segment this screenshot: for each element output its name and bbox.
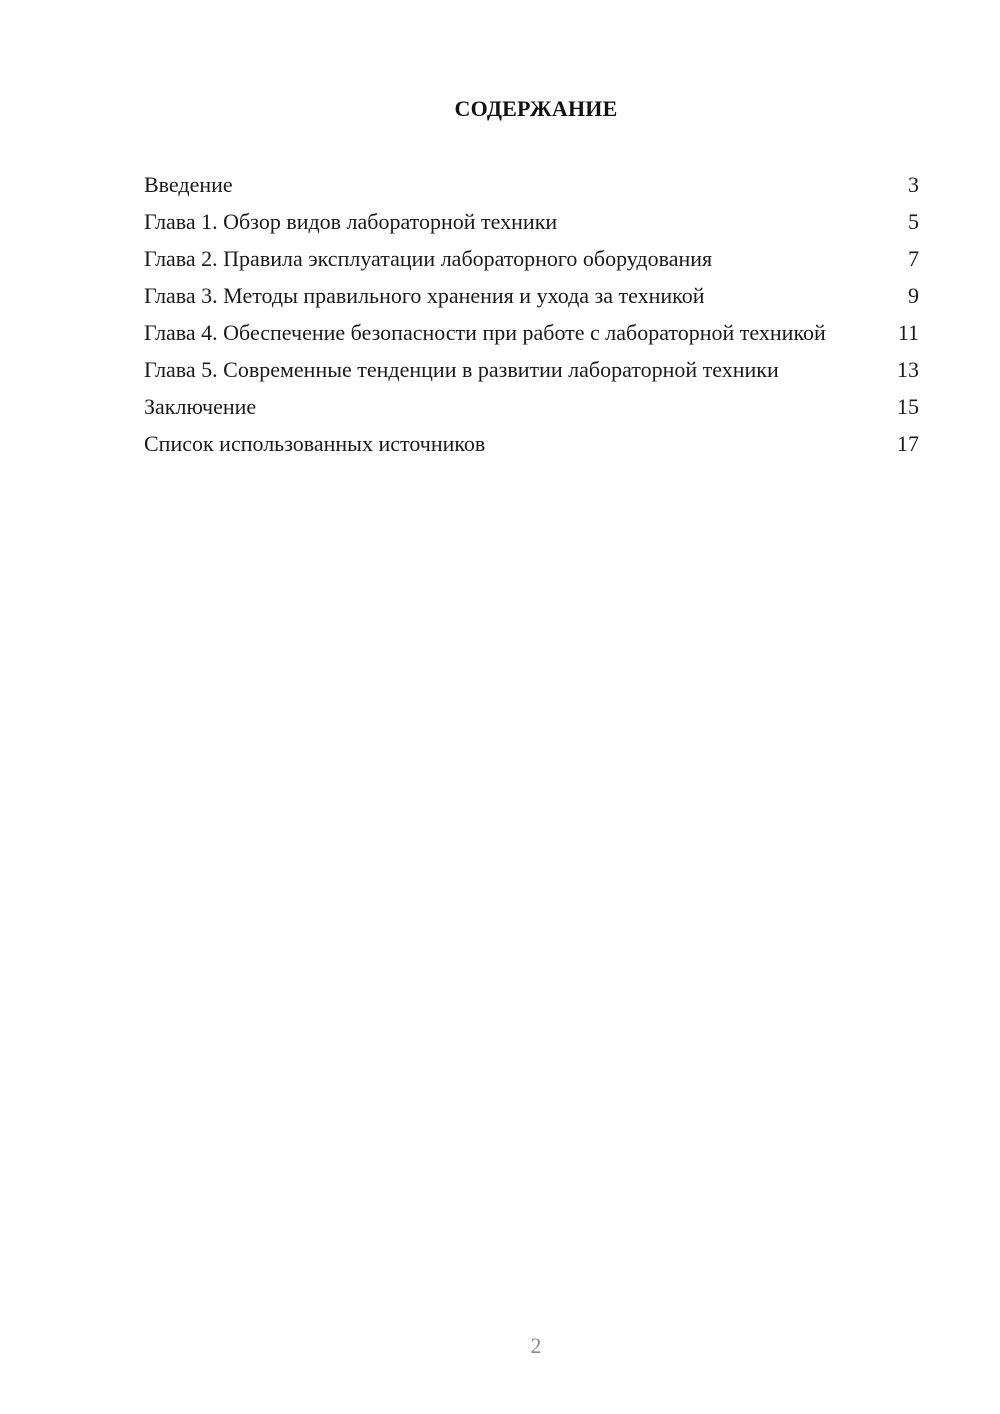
toc-entry-title: Глава 3. Методы правильного хранения и ухода за техникой: [144, 283, 705, 308]
toc-entry-title: Глава 2. Правила эксплуатации лабораторного оборудования: [144, 246, 713, 271]
toc-heading: СОДЕРЖАНИЕ: [454, 96, 618, 121]
toc-entry-references: [144, 430, 919, 457]
toc-entry-page: 15: [897, 394, 919, 419]
toc-entry-chapter-4: [144, 319, 919, 346]
toc-entry-title: Список использованных источников: [144, 431, 486, 456]
toc-entry-chapter-2: [144, 245, 919, 272]
table-of-contents: [144, 171, 919, 467]
toc-entry-title: Глава 4. Обеспечение безопасности при работе с лабораторной техникой: [144, 320, 826, 345]
toc-entry-title: Глава 1. Обзор видов лабораторной техники: [144, 209, 558, 234]
toc-entry-page: 5: [908, 209, 919, 234]
toc-entry-title: Заключение: [144, 394, 257, 419]
toc-entry-introduction: [144, 171, 919, 198]
toc-entry-chapter-3: [144, 282, 919, 309]
toc-entry-page: 9: [908, 283, 919, 308]
toc-entry-chapter-5: [144, 356, 919, 383]
page-number: 2: [530, 1333, 542, 1358]
toc-entry-page: 3: [908, 172, 919, 197]
toc-entry-chapter-1: [144, 208, 919, 235]
toc-entry-title: Глава 5. Современные тенденции в развитии лабораторной техники: [144, 357, 779, 382]
toc-entry-page: 11: [897, 320, 919, 345]
toc-entry-page: 17: [897, 431, 919, 456]
toc-entry-page: 7: [908, 246, 919, 271]
toc-entry-page: 13: [897, 357, 919, 382]
toc-entry-title: Введение: [144, 172, 233, 197]
toc-entry-conclusion: [144, 393, 919, 420]
